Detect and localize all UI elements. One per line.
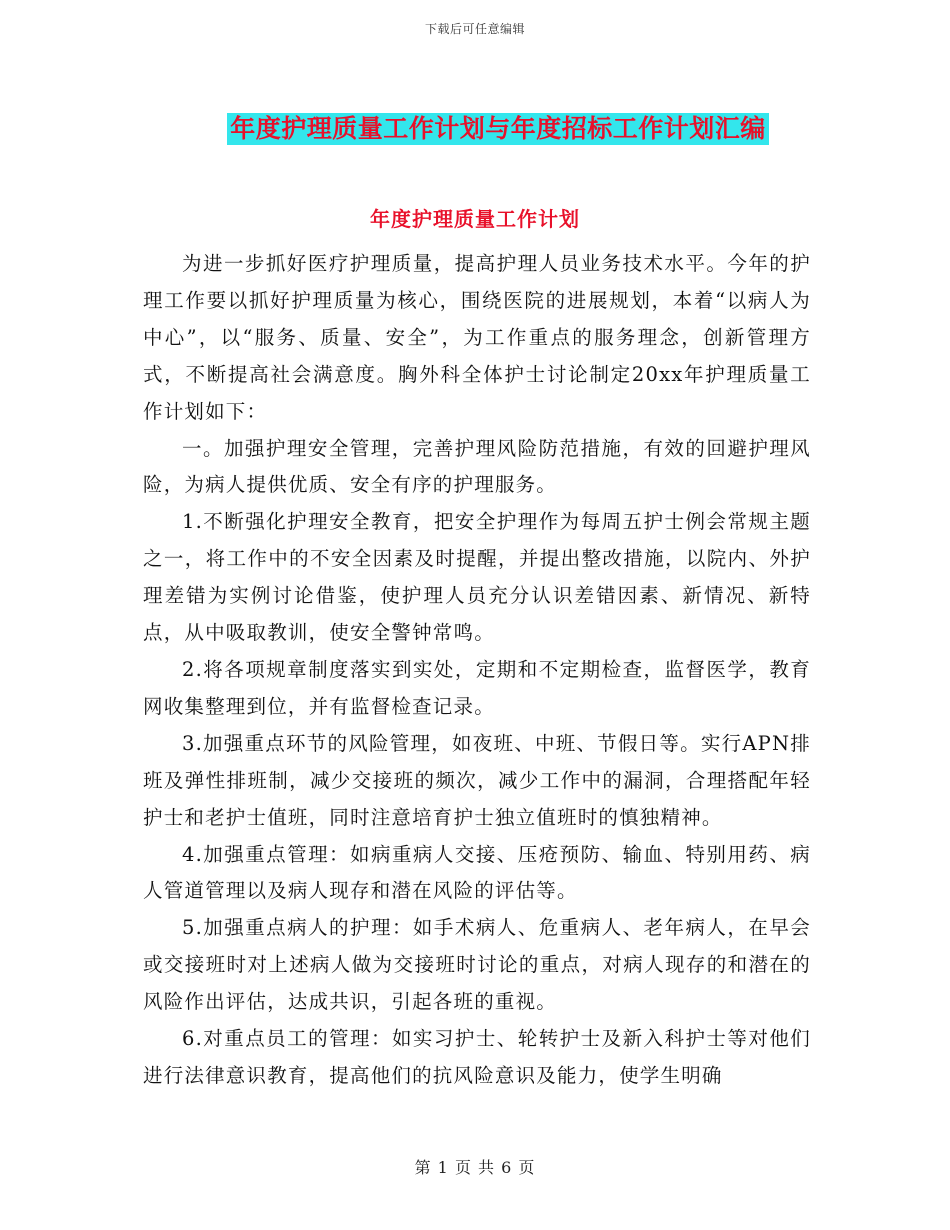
section-title: 年度护理质量工作计划 (370, 207, 580, 231)
paragraph-item-1: 1.不断强化护理安全教育，把安全护理作为每周五护士例会常规主题之一，将工作中的不安全因素及时提醒，并提出整改措施，以院内、外护理差错为实例讨论借鉴，使护理人员充分认识差错因素、新情况、新特点，从中吸取教训，使安全警钟常鸣。 (143, 510, 811, 645)
paragraph-item-4: 4.加强重点管理：如病重病人交接、压疮预防、输血、特别用药、病人管道管理以及病人现存和潜在风险的评估等。 (143, 842, 811, 903)
page-number-footer: 第 1 页 共 6 页 (414, 1158, 536, 1177)
main-title: 年度护理质量工作计划与年度招标工作计划汇编 (227, 113, 769, 145)
paragraph-section-one: 一。加强护理安全管理，完善护理风险防范措施，有效的回避护理风险，为病人提供优质、安全有序的护理服务。 (143, 436, 811, 497)
paragraph-intro: 为进一步抓好医疗护理质量，提高护理人员业务技术水平。今年的护理工作要以抓好护理质量为核心，围绕医院的进展规划，本着“以病人为中心”，以“服务、质量、安全”，为工作重点的服务理念，创新管理方式，不断提高社会满意度。胸外科全体护士讨论制定20xx年护理质量工作计划如下： (143, 252, 811, 423)
page-header-note: 下载后可任意编辑 (424, 22, 525, 36)
main-title-container (0, 113, 950, 145)
paragraph-item-2: 2.将各项规章制度落实到实处，定期和不定期检查，监督医学，教育网收集整理到位，并有监督检查记录。 (143, 657, 811, 718)
document-body (143, 246, 811, 1095)
paragraph-item-5: 5.加强重点病人的护理：如手术病人、危重病人、老年病人，在早会或交接班时对上述病人做为交接班时讨论的重点，对病人现存的和潜在的风险作出评估，达成共识，引起各班的重视。 (143, 916, 811, 1014)
paragraph-item-3: 3.加强重点环节的风险管理，如夜班、中班、节假日等。实行APN排班及弹性排班制，减少交接班的频次，减少工作中的漏洞，合理搭配年轻护士和老护士值班，同时注意培育护士独立值班时的慎独精神。 (143, 731, 811, 829)
paragraph-item-6: 6.对重点员工的管理：如实习护士、轮转护士及新入科护士等对他们进行法律意识教育，提高他们的抗风险意识及能力，使学生明确 (143, 1027, 811, 1087)
